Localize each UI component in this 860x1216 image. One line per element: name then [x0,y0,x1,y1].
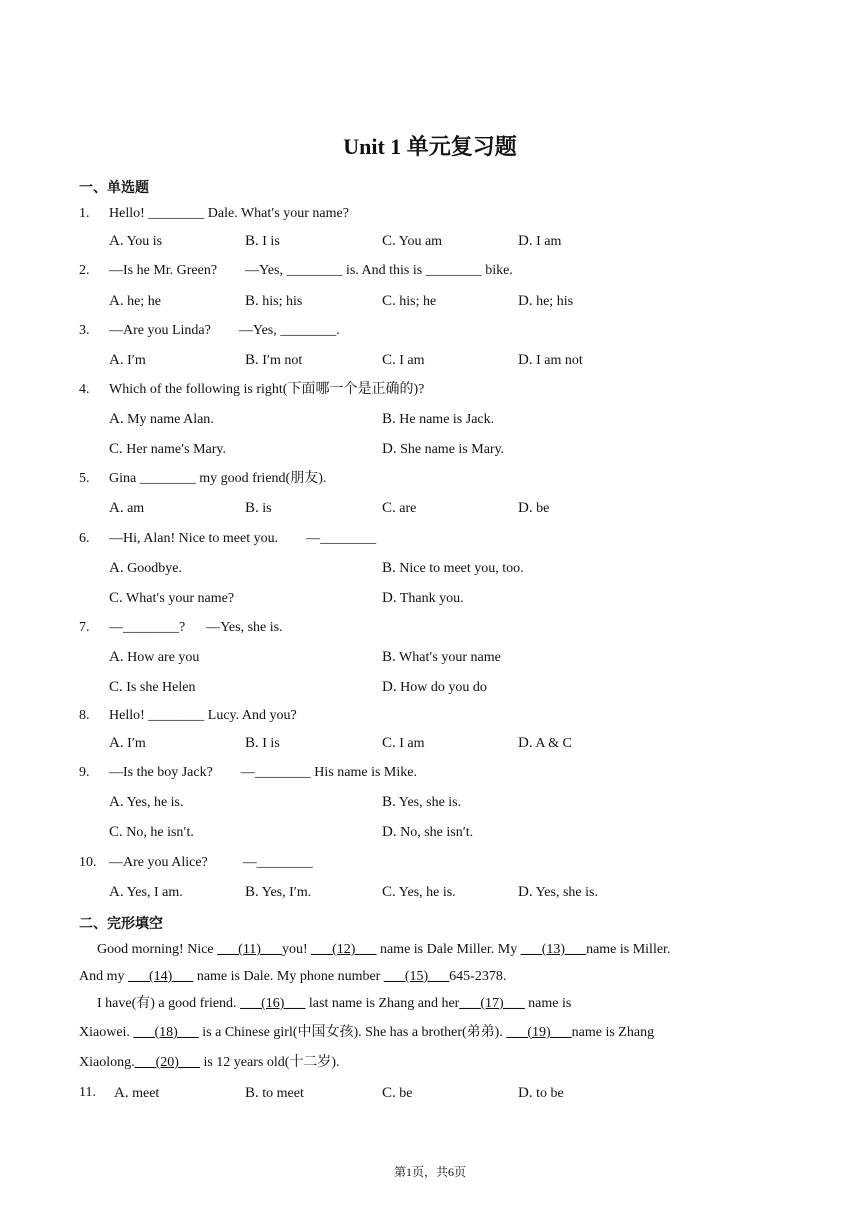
option-c: C. are [382,500,417,516]
option-d: D. be [518,500,550,516]
question-number: 2. [79,263,90,278]
passage-line: Good morning! Nice ___(11)___you! ___(12)___ name is Dale Miller. My ___(13)___name is Miller. [97,942,671,957]
option-b: B. I′m not [245,352,303,368]
question-text: Gina ________ my good friend(朋友). [109,471,327,486]
question-number: 10. [79,855,97,870]
option-d: D. I am [518,233,562,249]
option-c: C. What′s your name? [109,590,235,606]
question-number: 11. [79,1085,96,1100]
option-a: A. My name Alan. [109,411,214,427]
passage-line: Xiaolong.___(20)___ is 12 years old(十二岁). [79,1055,340,1070]
question-text: —Are you Linda? —Yes, ________. [109,323,340,338]
section-heading-single-choice: 一、单选题 [79,180,149,196]
question-number: 3. [79,323,90,338]
option-a: A. I′m [109,352,146,368]
option-c: C. his; he [382,293,437,309]
option-b: B. He name is Jack. [382,411,495,427]
option-b: B. I is [245,233,280,249]
option-b: B. Yes, I′m. [245,884,312,900]
option-d: D. I am not [518,352,583,368]
option-b: B. I is [245,735,280,751]
question-text: —________? —Yes, she is. [109,620,283,635]
blank-13: ___(13)___ [520,942,587,957]
option-a: A. I′m [109,735,146,751]
question-text: —Is he Mr. Green? —Yes, ________ is. And this is ________ bike. [109,263,513,278]
option-b: B. Nice to meet you, too. [382,560,524,576]
question-text: Hello! ________ Lucy. And you? [109,708,297,723]
option-c: C. Is she Helen [109,679,196,695]
option-a: A. How are you [109,649,200,665]
question-text: —Are you Alice? —________ [109,855,313,870]
option-d: D. No, she isn′t. [382,824,474,840]
option-a: A. he; he [109,293,161,309]
passage-line: Xiaowei. ___(18)___ is a Chinese girl(中国女孩). She has a brother(弟弟). ___(19)___name is Zhang [79,1025,655,1040]
option-c: C. Her name′s Mary. [109,441,226,457]
option-d: D. Yes, she is. [518,884,598,900]
option-a: A. Yes, he is. [109,794,184,810]
option-c: C. I am [382,735,425,751]
option-b: B. to meet [245,1085,304,1101]
question-number: 6. [79,531,90,546]
option-d: D. She name is Mary. [382,441,505,457]
option-a: A. You is [109,233,163,249]
question-number: 9. [79,765,90,780]
question-text: —Hi, Alan! Nice to meet you. —________ [109,531,377,546]
question-number: 8. [79,708,90,723]
option-b: B. is [245,500,272,516]
option-d: D. he; his [518,293,574,309]
option-c: C. I am [382,352,425,368]
section-heading-cloze: 二、完形填空 [79,916,163,932]
option-a: A. Yes, I am. [109,884,183,900]
blank-15: ___(15)___ [383,969,450,984]
option-b: B. What′s your name [382,649,501,665]
option-c: C. You am [382,233,443,249]
blank-20: ___(20)___ [134,1055,200,1070]
blank-12: ___(12)___ [311,942,377,957]
passage-line: And my ___(14)___ name is Dale. My phone number ___(15)___645-2378. [79,969,507,984]
page-title: Unit 1 单元复习题 [343,134,517,159]
option-d: D. A & C [518,735,572,751]
blank-17: ___(17)___ [459,996,525,1011]
option-c: C. Yes, he is. [382,884,456,900]
option-a: A. am [109,500,145,516]
option-a: A. meet [114,1085,160,1101]
question-number: 7. [79,620,90,635]
blank-19: ___(19)___ [506,1025,572,1040]
page-footer: 第1页，共6页 [393,1165,466,1179]
passage-line: I have(有) a good friend. ___(16)___ last name is Zhang and her___(17)___ name is [97,996,572,1011]
blank-11: ___(11)___ [217,942,282,957]
option-c: C. No, he isn′t. [109,824,194,840]
blank-14: ___(14)___ [128,969,194,984]
question-number: 1. [79,206,90,221]
option-a: A. Goodbye. [109,560,182,576]
question-text: Which of the following is right(下面哪一个是正确的)? [109,382,425,397]
option-d: D. Thank you. [382,590,464,606]
question-text: Hello! ________ Dale. What′s your name? [109,206,349,221]
option-b: B. his; his [245,293,303,309]
question-text: —Is the boy Jack? —________ His name is Mike. [109,765,417,780]
option-b: B. Yes, she is. [382,794,462,810]
question-number: 4. [79,382,90,397]
blank-18: ___(18)___ [133,1025,199,1040]
option-d: D. to be [518,1085,564,1101]
option-c: C. be [382,1085,413,1101]
question-number: 5. [79,471,90,486]
option-d: D. How do you do [382,679,487,695]
blank-16: ___(16)___ [240,996,306,1011]
